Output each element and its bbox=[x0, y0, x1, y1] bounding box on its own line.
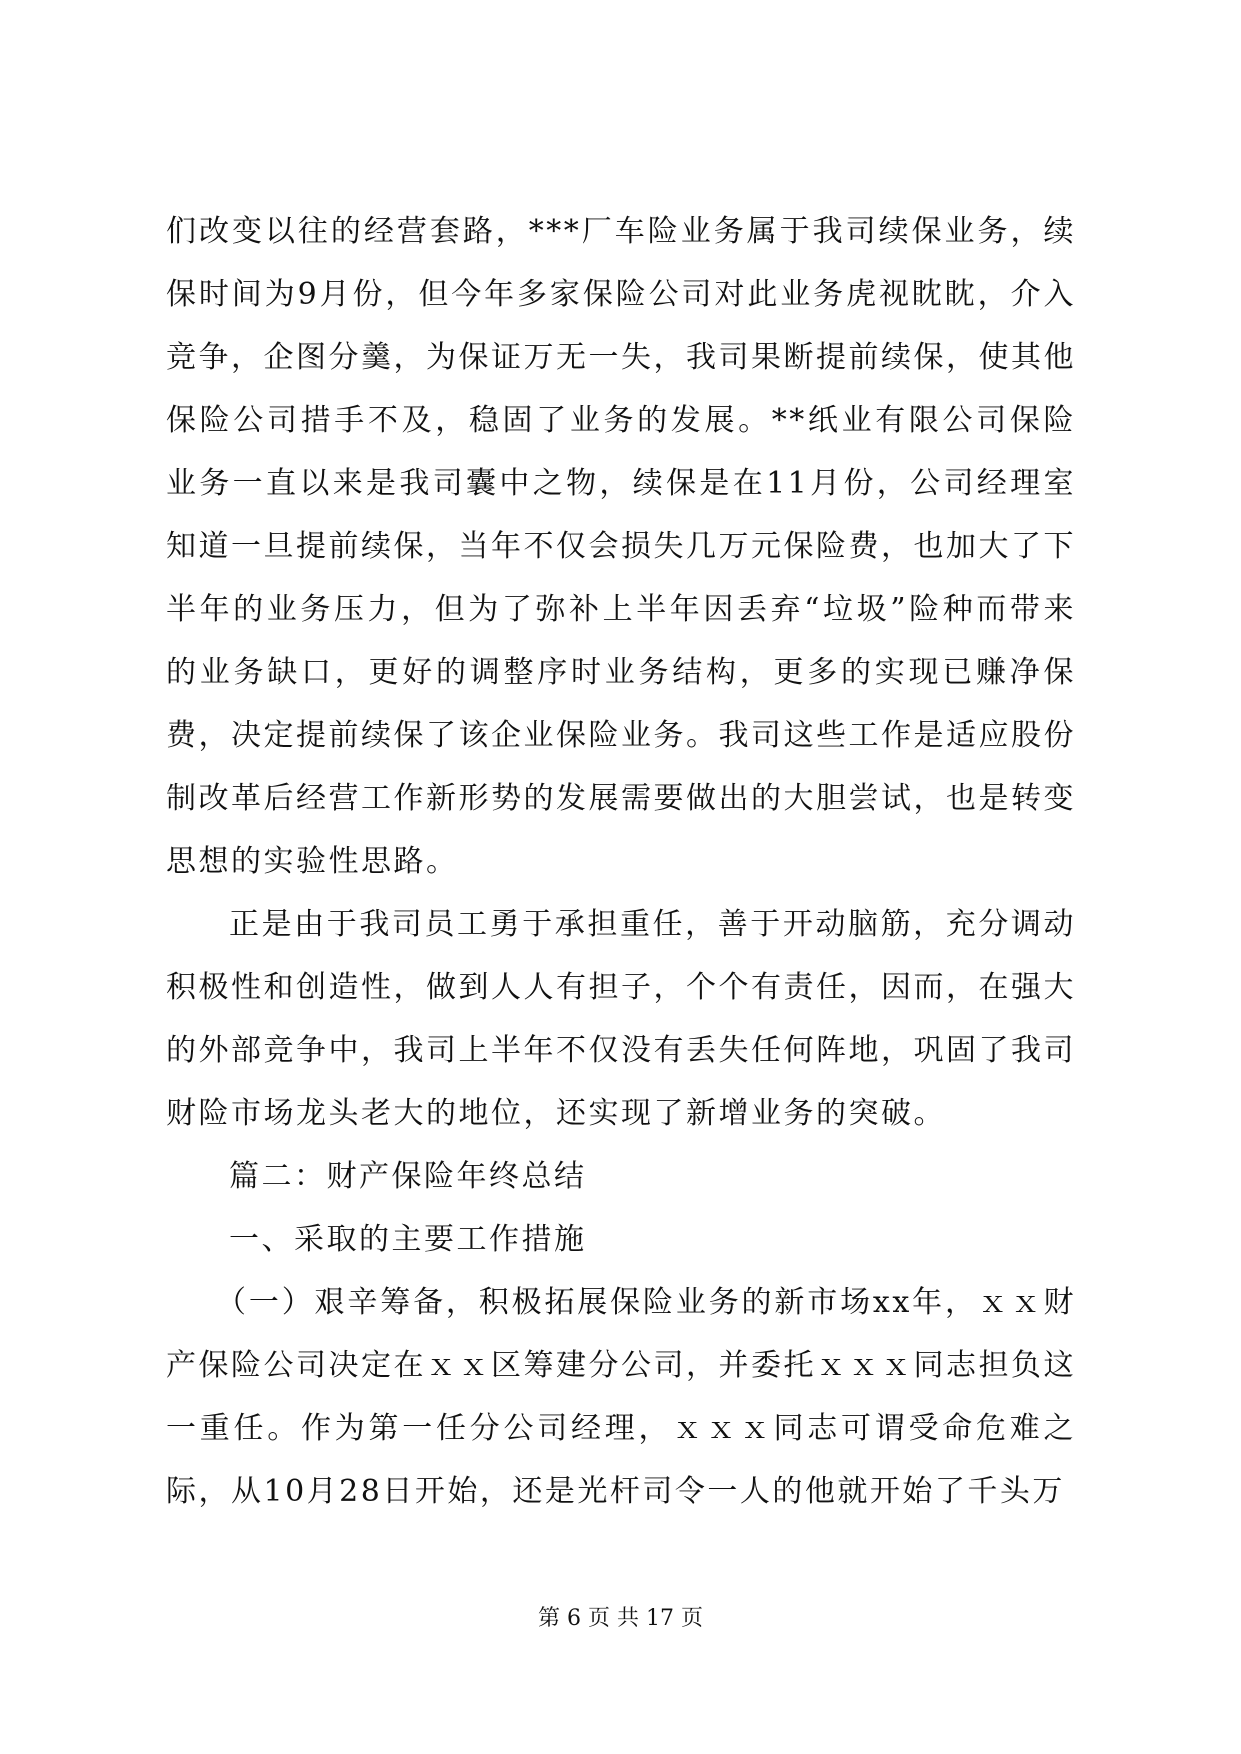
body-paragraph-1: 们改变以往的经营套路，***厂车险业务属于我司续保业务，续保时间为9月份，但今年多家保险公司对此业务虎视眈眈，介入竞争，企图分羹，为保证万无一失，我司果断提前续保，使其他保险公司措手不及，稳固了业务的发展。**纸业有限公司保险业务一直以来是我司囊中之物，续保是在11月份，公司经理室知道一旦提前续保，当年不仅会损失几万元保险费，也加大了下半年的业务压力，但为了弥补上半年因丢弃“垃圾”险种而带来的业务缺口，更好的调整序时业务结构，更多的实现已赚净保费，决定提前续保了该企业保险业务。我司这些工作是适应股份制改革后经营工作新形势的发展需要做出的大胆尝试，也是转变思想的实验性思路。 bbox=[166, 214, 1076, 879]
section-heading-2: 一、采取的主要工作措施 bbox=[229, 1222, 587, 1257]
document-body bbox=[166, 200, 1076, 1523]
page-footer: 第 6 页 共 17 页 bbox=[538, 1606, 703, 1631]
body-paragraph-3: （一）艰辛筹备，积极拓展保险业务的新市场xx年，ｘｘ财产保险公司决定在ｘｘ区筹建分公司，并委托ｘｘｘ同志担负这一重任。作为第一任分公司经理，ｘｘｘ同志可谓受命危难之际，从10月28日开始，还是光杆司令一人的他就开始了千头万 bbox=[166, 1285, 1076, 1509]
section-heading-1: 篇二：财产保险年终总结 bbox=[229, 1159, 587, 1194]
body-paragraph-2: 正是由于我司员工勇于承担重任，善于开动脑筋，充分调动积极性和创造性，做到人人有担子，个个有责任，因而，在强大的外部竞争中，我司上半年不仅没有丢失任何阵地，巩固了我司财险市场龙头老大的地位，还实现了新增业务的突破。 bbox=[166, 907, 1076, 1131]
